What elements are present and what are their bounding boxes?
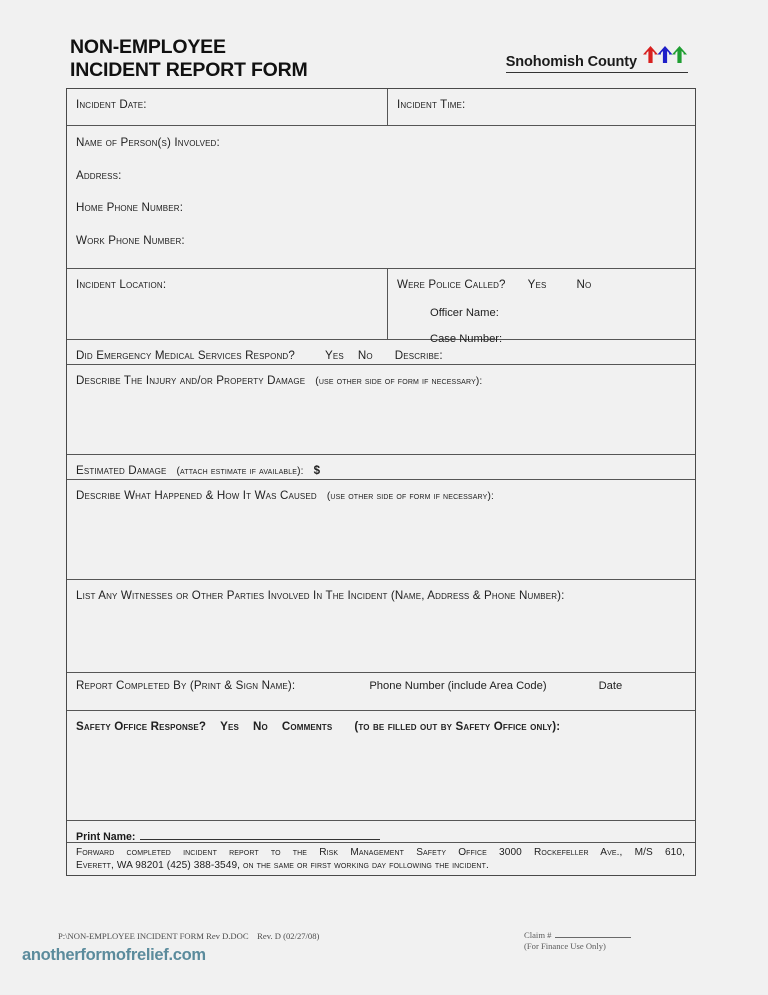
row-estimated-damage: [67, 455, 695, 480]
police-called-label: Were Police Called?: [397, 278, 506, 291]
claim-label: Claim #: [524, 930, 552, 940]
forward-instructions: [67, 843, 695, 875]
claim-block: [524, 929, 631, 951]
field-print-name[interactable]: [67, 821, 695, 842]
claim-note: (For Finance Use Only): [524, 941, 606, 951]
row-print-name: [67, 821, 695, 843]
page-title: [70, 36, 308, 82]
currency-symbol: $: [313, 464, 321, 477]
field-person-info[interactable]: [67, 126, 695, 268]
name-of-persons-label: Name of Person(s) Involved:: [76, 136, 220, 149]
incident-date-label: Incident Date:: [76, 98, 147, 111]
row-incident-datetime: [67, 89, 695, 126]
witness-label: List Any Witnesses or Other Parties Involved In The Incident (Name, Address & Phone Number):: [76, 589, 565, 602]
row-report-completed-by: [67, 673, 695, 711]
injury-note: (use other side of form if necessary):: [315, 376, 483, 387]
ems-describe-label: Describe:: [394, 349, 443, 362]
field-report-completed-by[interactable]: [67, 673, 695, 710]
ems-yes-option[interactable]: Yes: [324, 349, 344, 362]
forward-line-2: Everett, WA 98201 (425) 388-3549, on the same or first working day following the incident.: [76, 860, 489, 872]
incident-report-table: [66, 88, 696, 876]
county-logo: [506, 45, 688, 73]
date-label: Date: [598, 680, 623, 692]
field-describe-injury[interactable]: [67, 365, 695, 454]
police-no-option[interactable]: No: [576, 278, 592, 291]
title-line-1: NON-EMPLOYEE: [70, 36, 226, 58]
document-header: [66, 36, 696, 86]
claim-number-rule[interactable]: [555, 929, 631, 938]
completed-by-label: Report Completed By (Print & Sign Name):: [76, 679, 296, 692]
safety-no-option[interactable]: No: [252, 720, 268, 733]
safety-comments-label: Comments: [281, 720, 333, 733]
revision-label: Rev. D (02/27/08): [257, 931, 320, 941]
row-person-info: [67, 126, 695, 269]
field-ems-respond[interactable]: [67, 340, 695, 364]
police-yes-option[interactable]: Yes: [527, 278, 547, 291]
injury-label: Describe The Injury and/or Property Damage: [76, 374, 306, 387]
field-incident-location[interactable]: [67, 269, 388, 339]
ems-label: Did Emergency Medical Services Respond?: [76, 349, 295, 362]
caused-note: (use other side of form if necessary):: [326, 491, 494, 502]
incident-location-label: Incident Location:: [76, 278, 167, 291]
print-name-rule[interactable]: [140, 829, 380, 840]
row-witnesses: [67, 580, 695, 673]
row-describe-injury: [67, 365, 695, 455]
ems-no-option[interactable]: No: [357, 349, 373, 362]
field-incident-time[interactable]: [388, 89, 695, 125]
field-describe-caused[interactable]: [67, 480, 695, 579]
field-safety-office-response[interactable]: [67, 711, 695, 820]
phone-number-label: Phone Number (include Area Code): [369, 680, 547, 692]
incident-time-label: Incident Time:: [397, 98, 466, 111]
file-path: P:\NON-EMPLOYEE INCIDENT FORM Rev D.DOC: [58, 931, 249, 941]
address-label: Address:: [76, 168, 122, 182]
field-witnesses[interactable]: [67, 580, 695, 672]
print-name-label: Print Name:: [76, 831, 136, 843]
footer-file-info: [58, 931, 319, 941]
officer-name-label: Officer Name:: [430, 307, 499, 319]
title-line-2: INCIDENT REPORT FORM: [70, 59, 308, 81]
row-forward-instructions: [67, 843, 695, 875]
case-number-label: Case Number:: [430, 333, 503, 345]
site-watermark: anotherformofrelief.com: [22, 946, 206, 964]
forward-line-1: Forward completed incident report to the Risk Management Safety Office 3000 Rockefeller Ave., M/S 610,: [76, 847, 685, 858]
estimated-damage-label: Estimated Damage: [76, 464, 167, 477]
field-estimated-damage[interactable]: [67, 455, 695, 479]
safety-yes-option[interactable]: Yes: [220, 720, 239, 733]
row-describe-caused: [67, 480, 695, 580]
safety-note: (to be filled out by Safety Office only):: [354, 720, 561, 733]
row-ems-respond: [67, 340, 695, 365]
field-police-called[interactable]: [388, 269, 695, 345]
caused-label: Describe What Happened & How It Was Caused: [76, 489, 317, 502]
safety-response-label: Safety Office Response?: [76, 720, 207, 733]
row-location-police: [67, 269, 695, 345]
row-safety-office-response: [67, 711, 695, 821]
home-phone-label: Home Phone Number:: [76, 201, 184, 214]
county-name: Snohomish County: [505, 53, 637, 70]
work-phone-label: Work Phone Number:: [76, 233, 185, 247]
field-incident-date[interactable]: [67, 89, 388, 125]
estimated-damage-note: (attach estimate if available):: [176, 466, 304, 477]
three-chevrons-icon: [642, 45, 688, 69]
